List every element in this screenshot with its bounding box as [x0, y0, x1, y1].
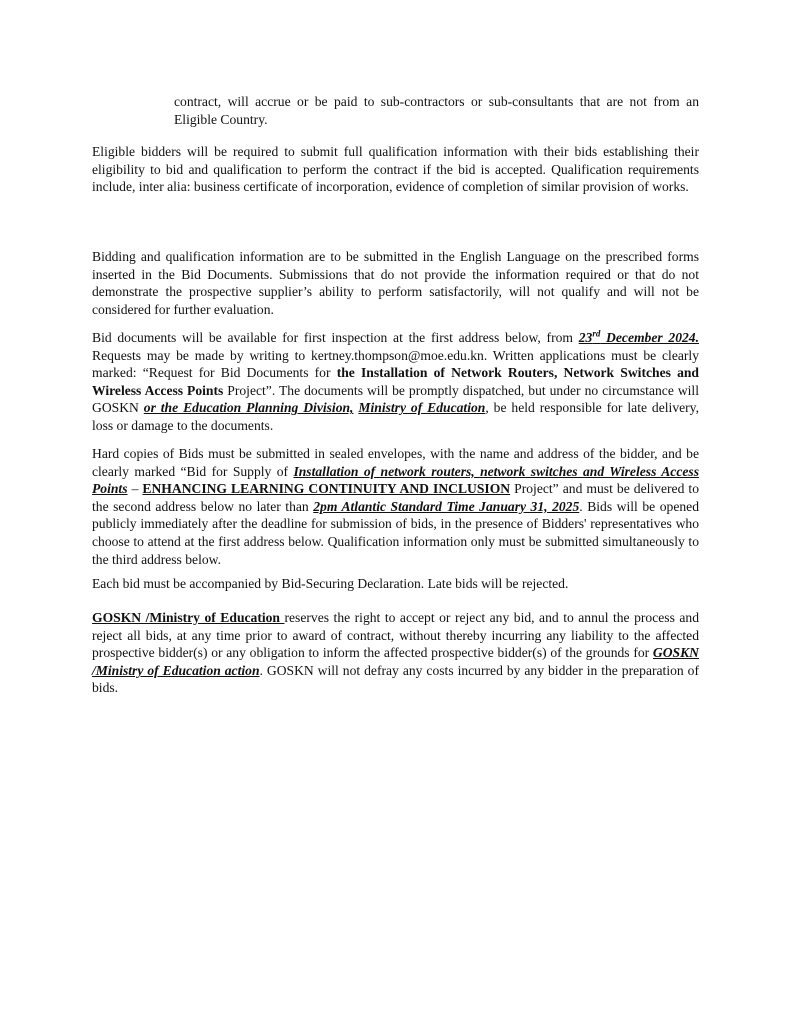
paragraph-eligible-country: contract, will accrue or be paid to sub-contractors or sub-consultants that are not from an Eligible Country.: [174, 94, 699, 127]
paragraph-bid-documents: Bid documents will be available for first inspection at the first address below, from 23rd December 2024. Requests may be made by writing to kertney.thompson@moe.edu.kn. Written applications must be clearly marked: “Request for Bid Documents for the Installation of Network Routers, Network Switches and Wireless Access Points Project”. The documents will be promptly dispatched, but under no circumstance will GOSKN or the Education Planning Division, Ministry of Education, be held responsible for late delivery, loss or damage to the documents.: [92, 328, 699, 433]
planning-division: or the Education Planning Division,: [143, 400, 354, 416]
paragraph-bid-securing: Each bid must be accompanied by Bid-Securing Declaration. Late bids will be rejected.: [92, 576, 569, 591]
paragraph-bidding-information: Bidding and qualification information are to be submitted in the English Language on the prescribed forms inserted in the Bid Documents. Submissions that do not provide the information required or that do not demonstrate the prospective supplier’s ability to perform satisfactorily, will not qualify and will not be considered for further evaluation.: [92, 249, 699, 317]
project-title: ENHANCING LEARNING CONTINUITY AND INCLUSION: [142, 481, 511, 497]
project-name-bold: the Installation of Network Routers, Network Switches and Wireless Access Points: [92, 365, 699, 398]
ministry-of-education: Ministry of Education: [358, 400, 486, 416]
availability-date: 23rd December 2024.: [578, 328, 699, 345]
organization-action: GOSKN /Ministry of Education action: [92, 645, 699, 678]
paragraph-hard-copies: Hard copies of Bids must be submitted in sealed envelopes, with the name and address of the bidder, and be clearly marked “Bid for Supply of Installation of network routers, network switches and Wireless Access Points – ENHANCING LEARNING CONTINUITY AND INCLUSION Project” and must be delivered to the second address below no later than 2pm Atlantic Standard Time January 31, 2025. Bids will be opened publicly immediately after the deadline for submission of bids, in the presence of Bidders' representatives who choose to attend at the first address below. Qualification information only must be submitted simultaneously to the third address below.: [92, 446, 699, 567]
paragraph-rights-reserved: GOSKN /Ministry of Education reserves the right to accept or reject any bid, and to annul the process and reject all bids, at any time prior to award of contract, without thereby incurring any liability to the affected prospective bidder(s) or any obligation to inform the affected prospective bidder(s) of the grounds for GOSKN /Ministry of Education action. GOSKN will not defray any costs incurred by any bidder in the preparation of bids.: [92, 610, 699, 696]
organization-name: GOSKN /Ministry of Education: [92, 610, 285, 625]
supply-description: Installation of network routers, network switches and Wireless Access Points: [92, 463, 699, 497]
submission-deadline: 2pm Atlantic Standard Time January 31, 2025: [313, 498, 580, 514]
paragraph-eligible-bidders: Eligible bidders will be required to submit full qualification information with their bids establishing their eligibility to bid and qualification to perform the contract if the bid is accepted. Qualification requirements include, inter alia: business certificate of incorporation, evidence of completion of similar provision of works.: [92, 144, 699, 195]
